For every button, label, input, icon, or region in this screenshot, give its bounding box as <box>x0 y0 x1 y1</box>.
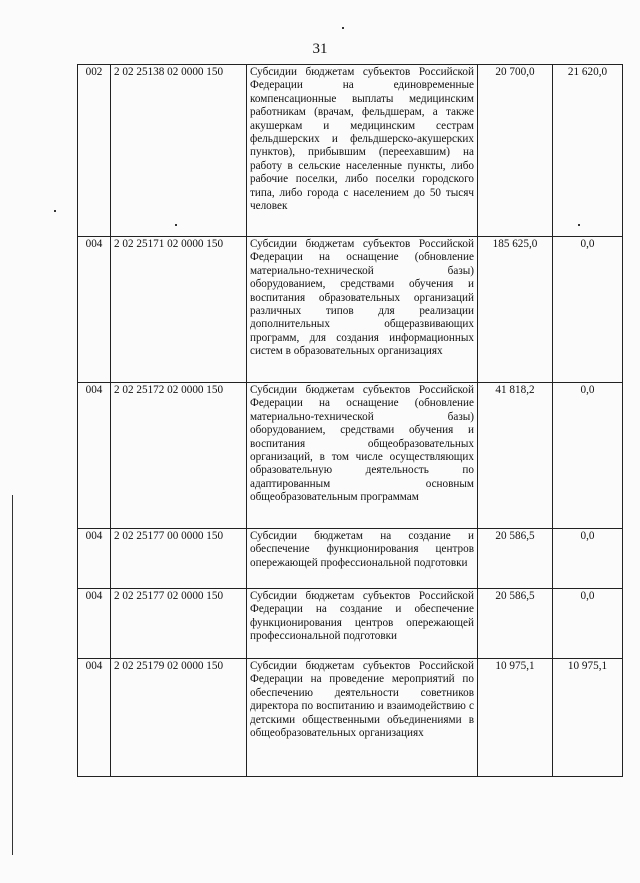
budget-code-cell: 2 02 25177 00 0000 150 <box>111 529 247 589</box>
budget-code-cell: 2 02 25171 02 0000 150 <box>111 237 247 383</box>
value-year2-cell: 10 975,1 <box>553 659 623 777</box>
description-cell: Субсидии бюджетам субъектов Российской Федерации на оснащение (обновление материально-технической базы) оборудованием, средствами обучения и воспитания образовательных организаций различных типов для реализации дополнительных общеразвивающих программ, для создания информационных систем в образовательных организациях <box>247 237 478 383</box>
scan-speck <box>342 27 344 29</box>
description-cell: Субсидии бюджетам на создание и обеспечение функционирования центров опережающей профессиональной подготовки <box>247 529 478 589</box>
value-year1-cell: 41 818,2 <box>478 383 553 529</box>
budget-code-cell: 2 02 25177 02 0000 150 <box>111 589 247 659</box>
table-row <box>78 383 623 529</box>
scan-speck <box>578 224 580 226</box>
table-row <box>78 659 623 777</box>
value-year1-cell: 185 625,0 <box>478 237 553 383</box>
table-row <box>78 529 623 589</box>
value-year2-cell: 21 620,0 <box>553 65 623 237</box>
description-cell: Субсидии бюджетам субъектов Российской Федерации на создание и обеспечение функционирования центров опережающей профессиональной подготовки <box>247 589 478 659</box>
admin-code-cell: 004 <box>78 529 111 589</box>
admin-code-cell: 004 <box>78 589 111 659</box>
budget-code-cell: 2 02 25172 02 0000 150 <box>111 383 247 529</box>
value-year2-cell: 0,0 <box>553 589 623 659</box>
value-year1-cell: 10 975,1 <box>478 659 553 777</box>
value-year2-cell: 0,0 <box>553 237 623 383</box>
scan-speck <box>54 210 56 212</box>
value-year2-cell: 0,0 <box>553 529 623 589</box>
value-year1-cell: 20 700,0 <box>478 65 553 237</box>
table-row <box>78 237 623 383</box>
description-cell: Субсидии бюджетам субъектов Российской Федерации на единовременные компенсационные выплаты медицинским работникам (врачам, фельдшерам, а также акушеркам и медицинским сестрам фельдшерских и фельдшерско-акушерских пунктов), прибывшим (переехавшим) на работу в сельские населенные пункты, либо рабочие поселки, либо поселки городского типа, либо города с населением до 50 тысяч человек <box>247 65 478 237</box>
scan-speck <box>175 224 177 226</box>
page-number: 31 <box>312 41 328 57</box>
table-row <box>78 65 623 237</box>
budget-table-body <box>78 65 623 777</box>
admin-code-cell: 002 <box>78 65 111 237</box>
description-cell: Субсидии бюджетам субъектов Российской Федерации на оснащение (обновление материально-технической базы) оборудованием, средствами обучения и воспитания общеобразовательных организаций, в том числе осуществляющих образовательную деятельность по адаптированным основным общеобразовательным программам <box>247 383 478 529</box>
admin-code-cell: 004 <box>78 237 111 383</box>
budget-table <box>77 64 623 777</box>
description-cell: Субсидии бюджетам субъектов Российской Федерации на проведение мероприятий по обеспечению деятельности советников директора по воспитанию и взаимодействию с детскими общественными объединениями в общеобразовательных организациях <box>247 659 478 777</box>
value-year1-cell: 20 586,5 <box>478 529 553 589</box>
budget-code-cell: 2 02 25138 02 0000 150 <box>111 65 247 237</box>
budget-code-cell: 2 02 25179 02 0000 150 <box>111 659 247 777</box>
scan-margin-line <box>12 495 13 855</box>
admin-code-cell: 004 <box>78 659 111 777</box>
admin-code-cell: 004 <box>78 383 111 529</box>
value-year1-cell: 20 586,5 <box>478 589 553 659</box>
table-row <box>78 589 623 659</box>
value-year2-cell: 0,0 <box>553 383 623 529</box>
